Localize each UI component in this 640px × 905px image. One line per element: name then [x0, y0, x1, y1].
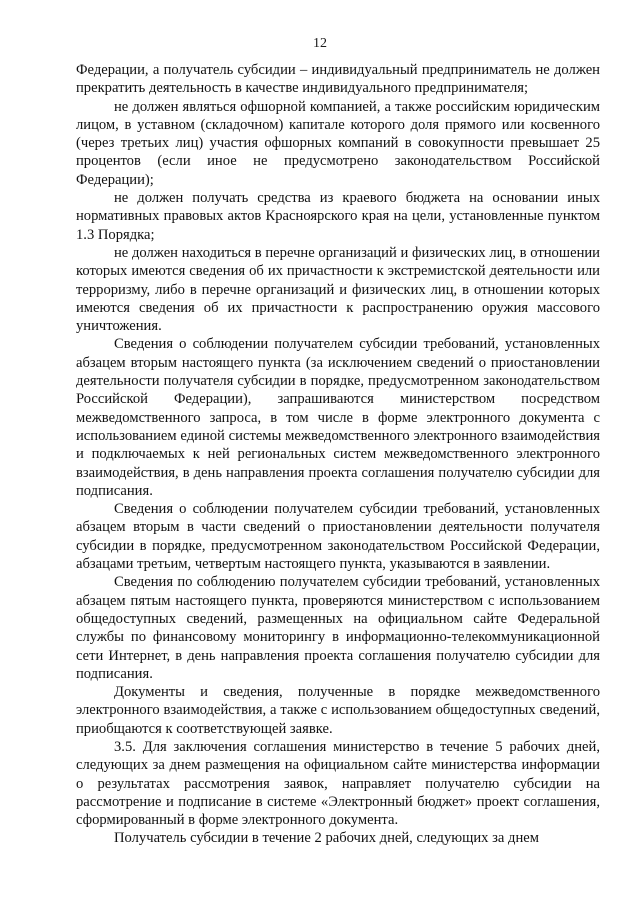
- paragraph-8: Документы и сведения, полученные в порядке межведомственного электронного взаимодействия, а также с использованием общедоступных сведений, приобщаются к соответствующей заявке.: [76, 684, 600, 737]
- document-body: [76, 61, 600, 848]
- paragraph-1: Федерации, а получатель субсидии – индивидуальный предприниматель не должен прекратить деятельность в качестве индивидуального предпринимателя;: [76, 62, 600, 97]
- paragraph-2: не должен являться офшорной компанией, а также российским юридическим лицом, в уставном (складочном) капитале которого доля прямого или косвенного (через третьих лиц) участия офшорных компаний в совокупности превышает 25 процентов (если иное не предусмотрено законодательством Российской Федерации);: [76, 98, 600, 188]
- paragraph-9: 3.5. Для заключения соглашения министерство в течение 5 рабочих дней, следующих за днем размещения на официальном сайте министерства информации о результатах рассмотрения заявок, направляет получателю субсидии на рассмотрение и подписание в системе «Электронный бюджет» проект соглашения, сформированный в форме электронного документа.: [76, 738, 600, 829]
- page-number: 12: [313, 36, 327, 51]
- paragraph-4: не должен находиться в перечне организаций и физических лиц, в отношении которых имеются сведения об их причастности к экстремистской деятельности или терроризму, либо в перечне организаций и физических лиц, в отношении которых имеются сведения об их причастности к распространению оружия массового уничтожения.: [76, 244, 600, 335]
- paragraph-6: Сведения о соблюдении получателем субсидии требований, установленных абзацем вторым в части сведений о приостановлении деятельности получателя субсидии в порядке, предусмотренном законодательством Российской Федерации, абзацами третьим, четвертым настоящего пункта, указываются в заявлении.: [76, 501, 600, 573]
- paragraph-5: Сведения о соблюдении получателем субсидии требований, установленных абзацем вторым настоящего пункта (за исключением сведений о приостановлении деятельности получателя субсидии в порядке, предусмотренном законодательством Российской Федерации), запрашиваются министерством посредством межведомственного запроса, в том числе в форме электронного документа с использованием единой системы межведомственного электронного взаимодействия и подключаемых к ней региональных систем межведомственного электронного взаимодействия, в день направления проекта соглашения получателю субсидии для подписания.: [76, 336, 600, 499]
- paragraph-3: не должен получать средства из краевого бюджета на основании иных нормативных правовых актов Красноярского края на цели, установленные пунктом 1.3 Порядка;: [76, 190, 600, 243]
- paragraph-10: Получатель субсидии в течение 2 рабочих дней, следующих за днем: [114, 830, 539, 847]
- paragraph-7: Сведения по соблюдению получателем субсидии требований, установленных абзацем пятым настоящего пункта, проверяются министерством с использованием общедоступных сведений, размещенных на официальном сайте Федеральной службы по финансовому мониторингу в информационно-телекоммуникационной сети Интернет, в день направления проекта соглашения получателю субсидии для подписания.: [76, 574, 600, 682]
